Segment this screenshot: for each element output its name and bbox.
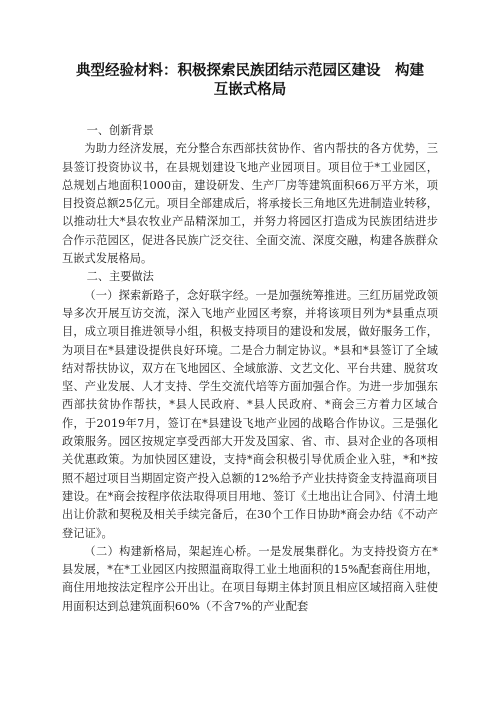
title-line-2: 互嵌式格局	[213, 82, 287, 98]
section-heading-practices: 二、主要做法	[86, 270, 154, 284]
section-heading-background: 一、创新背景	[86, 124, 154, 137]
paragraph-practice-1: （一）探索新路子，念好联字经。一是加强统筹推进。三红历届党政领导多次开展互访交流，深入飞地产业园区考察，并将该项目列为*县重点项目，成立项目推进领导小组，积极支持项目的建设和发展，做好服务工作，为项目在*县建设提供良好环境。二是合力制定协议。*县和*县签订了全域结对帮扶协议，双方在飞地园区、全域旅游、文艺文化、平台共建、脱贫攻坚、产业发展、人才支持、学生交流代培等方面加强合作。为进一步加强东西部扶贫协作帮扶，*县人民政府、*县人民政府、*商会三方着力区域合作，于2019年7月，签订在*县建设飞地产业园的战略合作协议。三是强化政策服务。园区按规定享受西部大开发及国家、省、市、县对企业的各项相关优惠政策。为加快园区建设，支持*商会积极引导优质企业入驻，*和*按照不超过项目当期固定资产投入总额的12%给予产业扶持资金支持温商项目建设。在*商会按程序依法取得项目用地、签订《土地出让合同》、付清土地出让价款和契税及相关手续完备后，在30个工作日协助*商会办结《不动产登记证》。	[62, 288, 438, 540]
document-title	[62, 62, 438, 100]
paragraph-practice-2: （二）构建新格局，架起连心桥。一是发展集群化。为支持投资方在*县发展，*在*工业园区内按照温商取得工业土地面积的15%配套商住用地，商住用地按法定程序公开出让。在项目每期主体封顶且相应区域招商入驻使用面积达到总建筑面积60%（不含7%的产业配套	[62, 544, 438, 613]
title-line-1: 典型经验材料：积极探索民族团结示范园区建设 构建	[76, 63, 424, 79]
paragraph-background: 为助力经济发展，充分整合东西部扶贫协作、省内帮扶的各方优势，三县签订投资协议书，在县规划建设飞地产业园项目。项目位于*工业园区，总规划占地面积1000亩，建设研发、生产厂房等建筑面积66万平方米，项目投资总额25亿元。项目全部建成后，将承接长三角地区先进制造业转移，以推动壮大*县农牧业产品精深加工，并努力将园区打造成为民族团结进步合作示范园区，促进各民族广泛交往、全面交流、深度交融，构建各族群众互嵌式发展格局。	[62, 142, 438, 266]
